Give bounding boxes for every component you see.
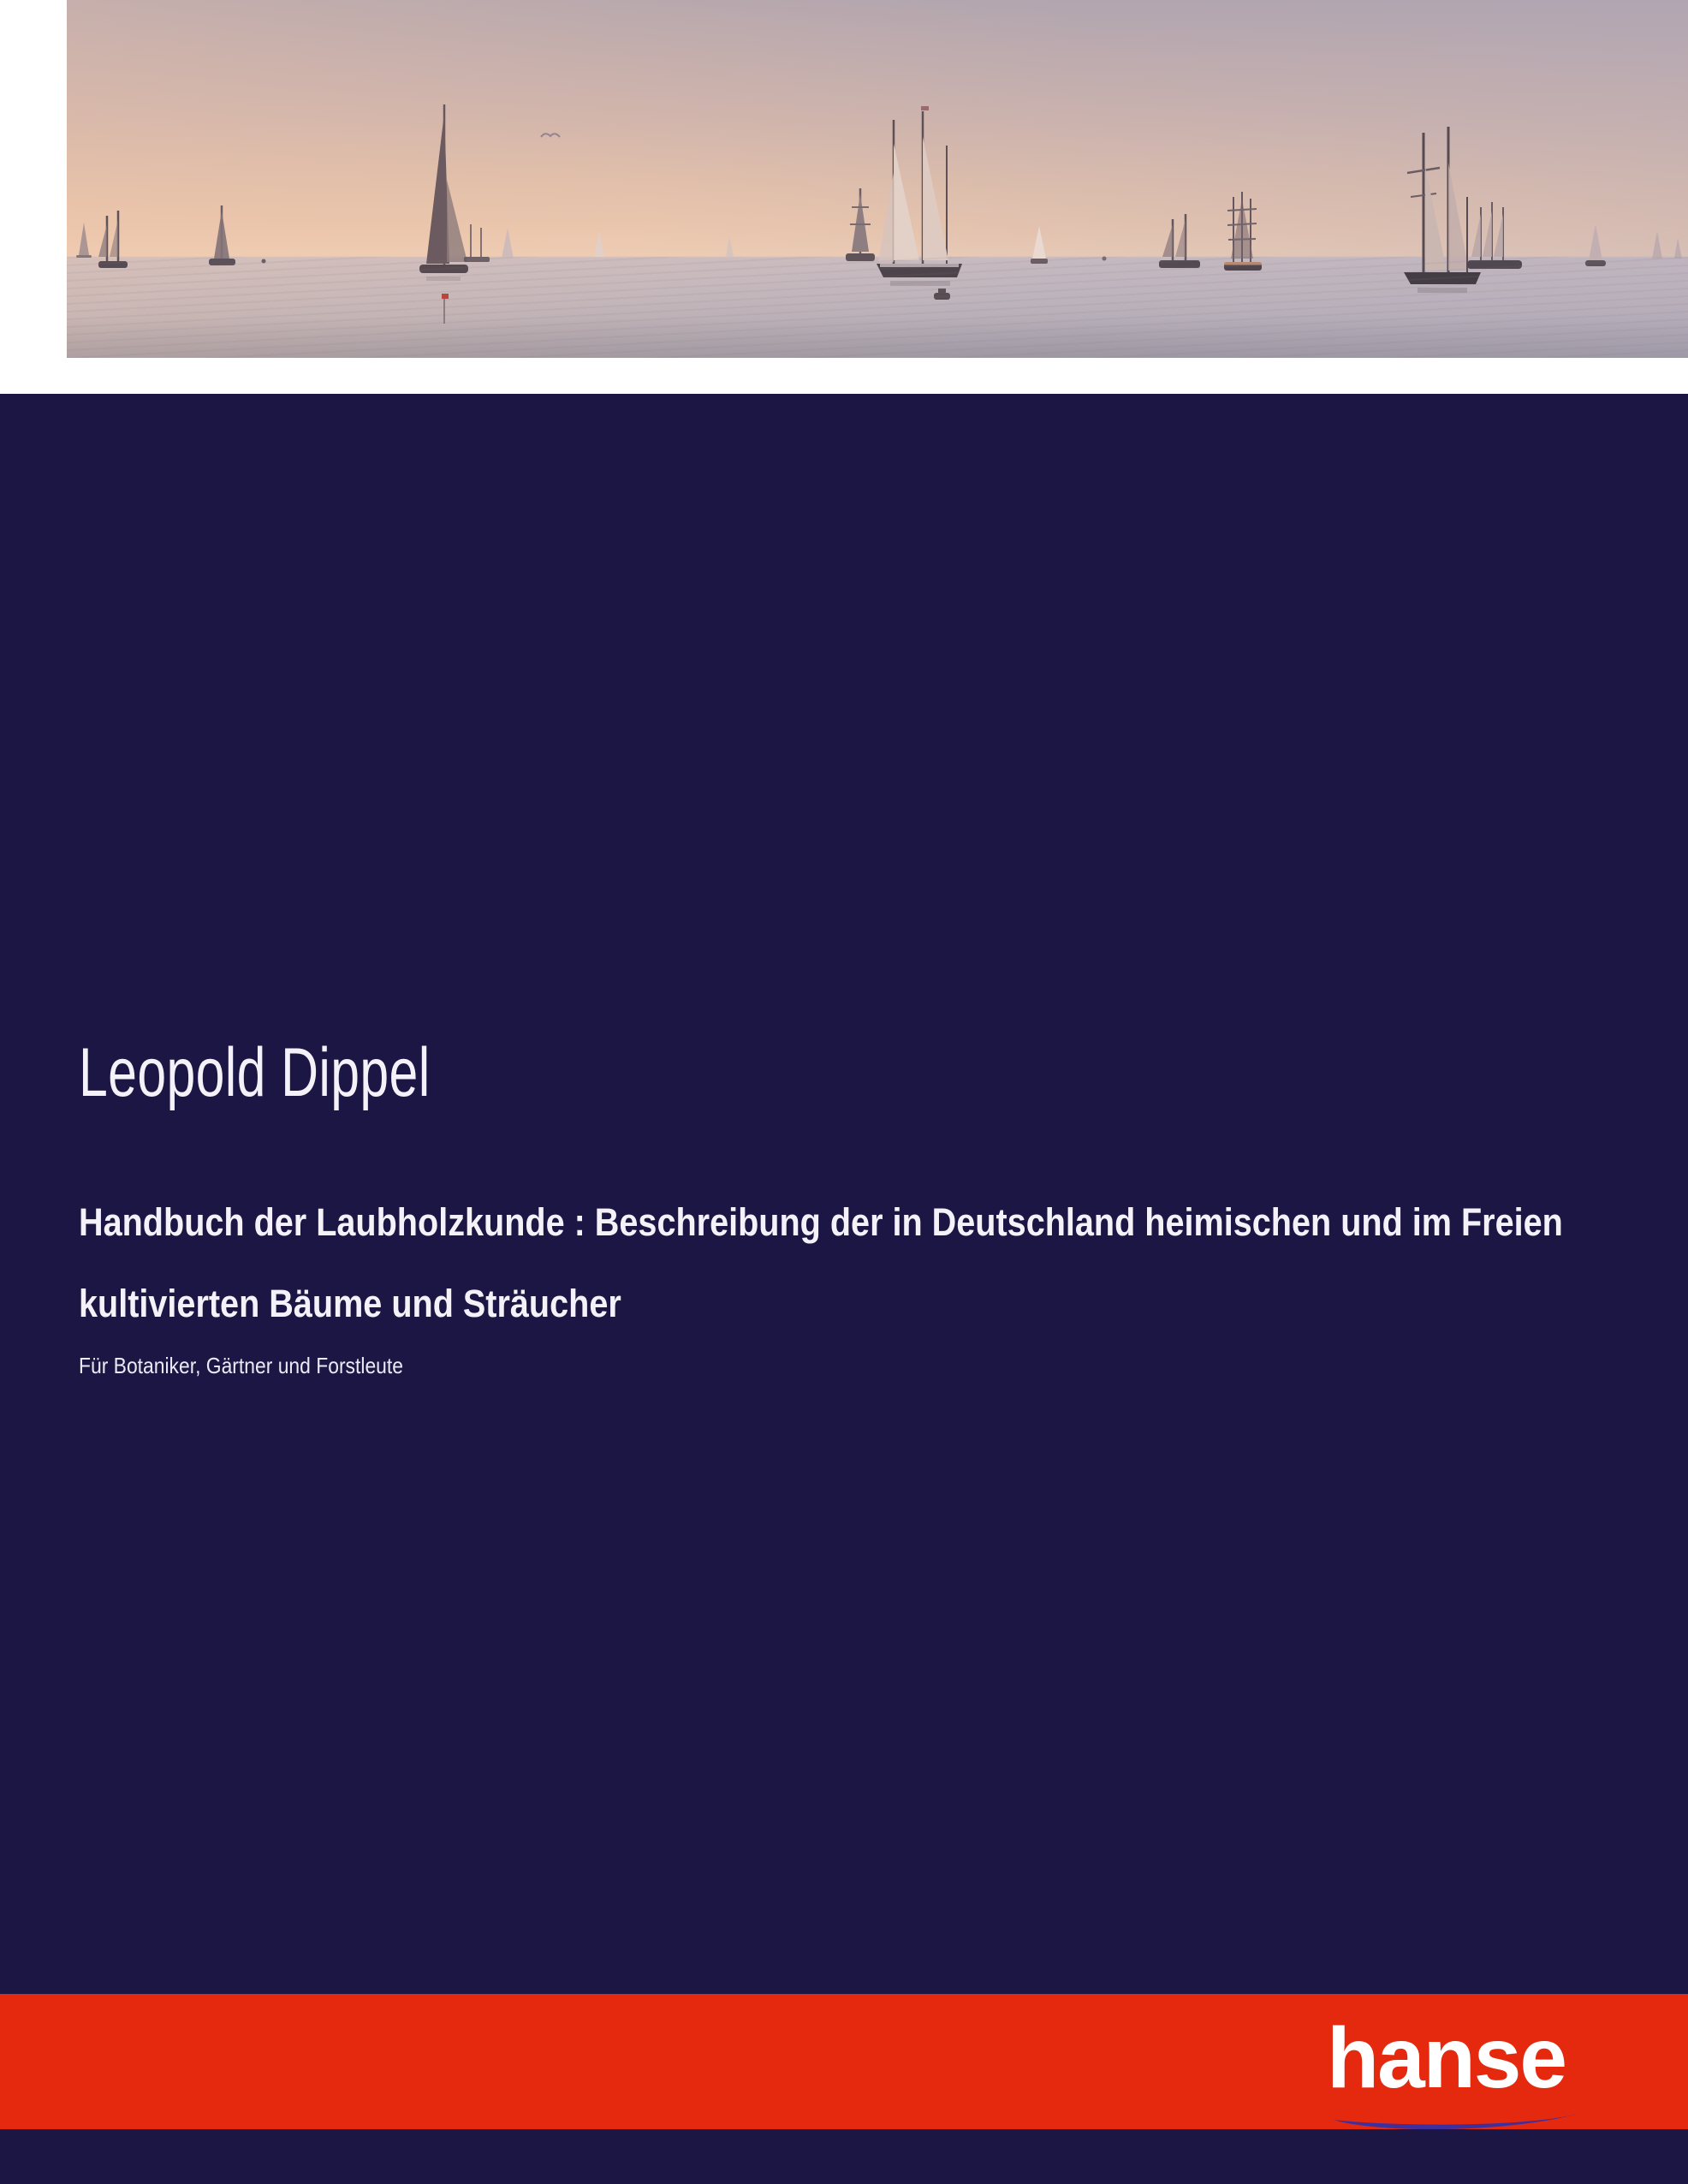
ship-icon bbox=[1652, 231, 1682, 259]
ship-icon bbox=[76, 223, 92, 258]
ship-icon bbox=[1467, 202, 1522, 269]
cover-photo bbox=[67, 0, 1688, 358]
ships-illustration bbox=[67, 0, 1688, 358]
publisher-logo-text: hanse bbox=[1327, 2010, 1566, 2106]
ship-icon bbox=[464, 224, 490, 262]
bird-icon bbox=[541, 134, 560, 137]
ship-icon bbox=[1031, 226, 1048, 264]
cover-footer bbox=[0, 2129, 1688, 2184]
ship-icon bbox=[419, 104, 468, 281]
title-line-1: Handbuch der Laubholzkunde : Beschreibung der in Deutschland heimischen und im Freien bbox=[79, 1200, 1563, 1244]
buoy-icon bbox=[442, 294, 449, 324]
ship-icon bbox=[1224, 192, 1262, 271]
ship-icon bbox=[1585, 224, 1606, 266]
ship-icon bbox=[846, 188, 875, 261]
subtitle: Für Botaniker, Gärtner und Forstleute bbox=[79, 1353, 403, 1378]
author-name: Leopold Dippel bbox=[79, 1034, 431, 1111]
ship-icon bbox=[502, 228, 514, 259]
book-title bbox=[79, 1181, 1688, 1344]
publisher-band bbox=[0, 1994, 1688, 2129]
title-line-2: kultivierten Bäume und Sträucher bbox=[79, 1282, 621, 1325]
ship-icon bbox=[1404, 127, 1481, 293]
ship-icon bbox=[877, 106, 972, 286]
ship-icon bbox=[98, 211, 128, 268]
ship-icon bbox=[594, 231, 734, 257]
cover-body bbox=[0, 394, 1688, 1994]
boat-icon bbox=[934, 289, 950, 300]
publisher-logo bbox=[1327, 2011, 1592, 2122]
ship-icon bbox=[1103, 257, 1107, 261]
ship-icon bbox=[1159, 214, 1200, 268]
ship-icon bbox=[209, 205, 235, 265]
ship-icon bbox=[262, 259, 266, 264]
